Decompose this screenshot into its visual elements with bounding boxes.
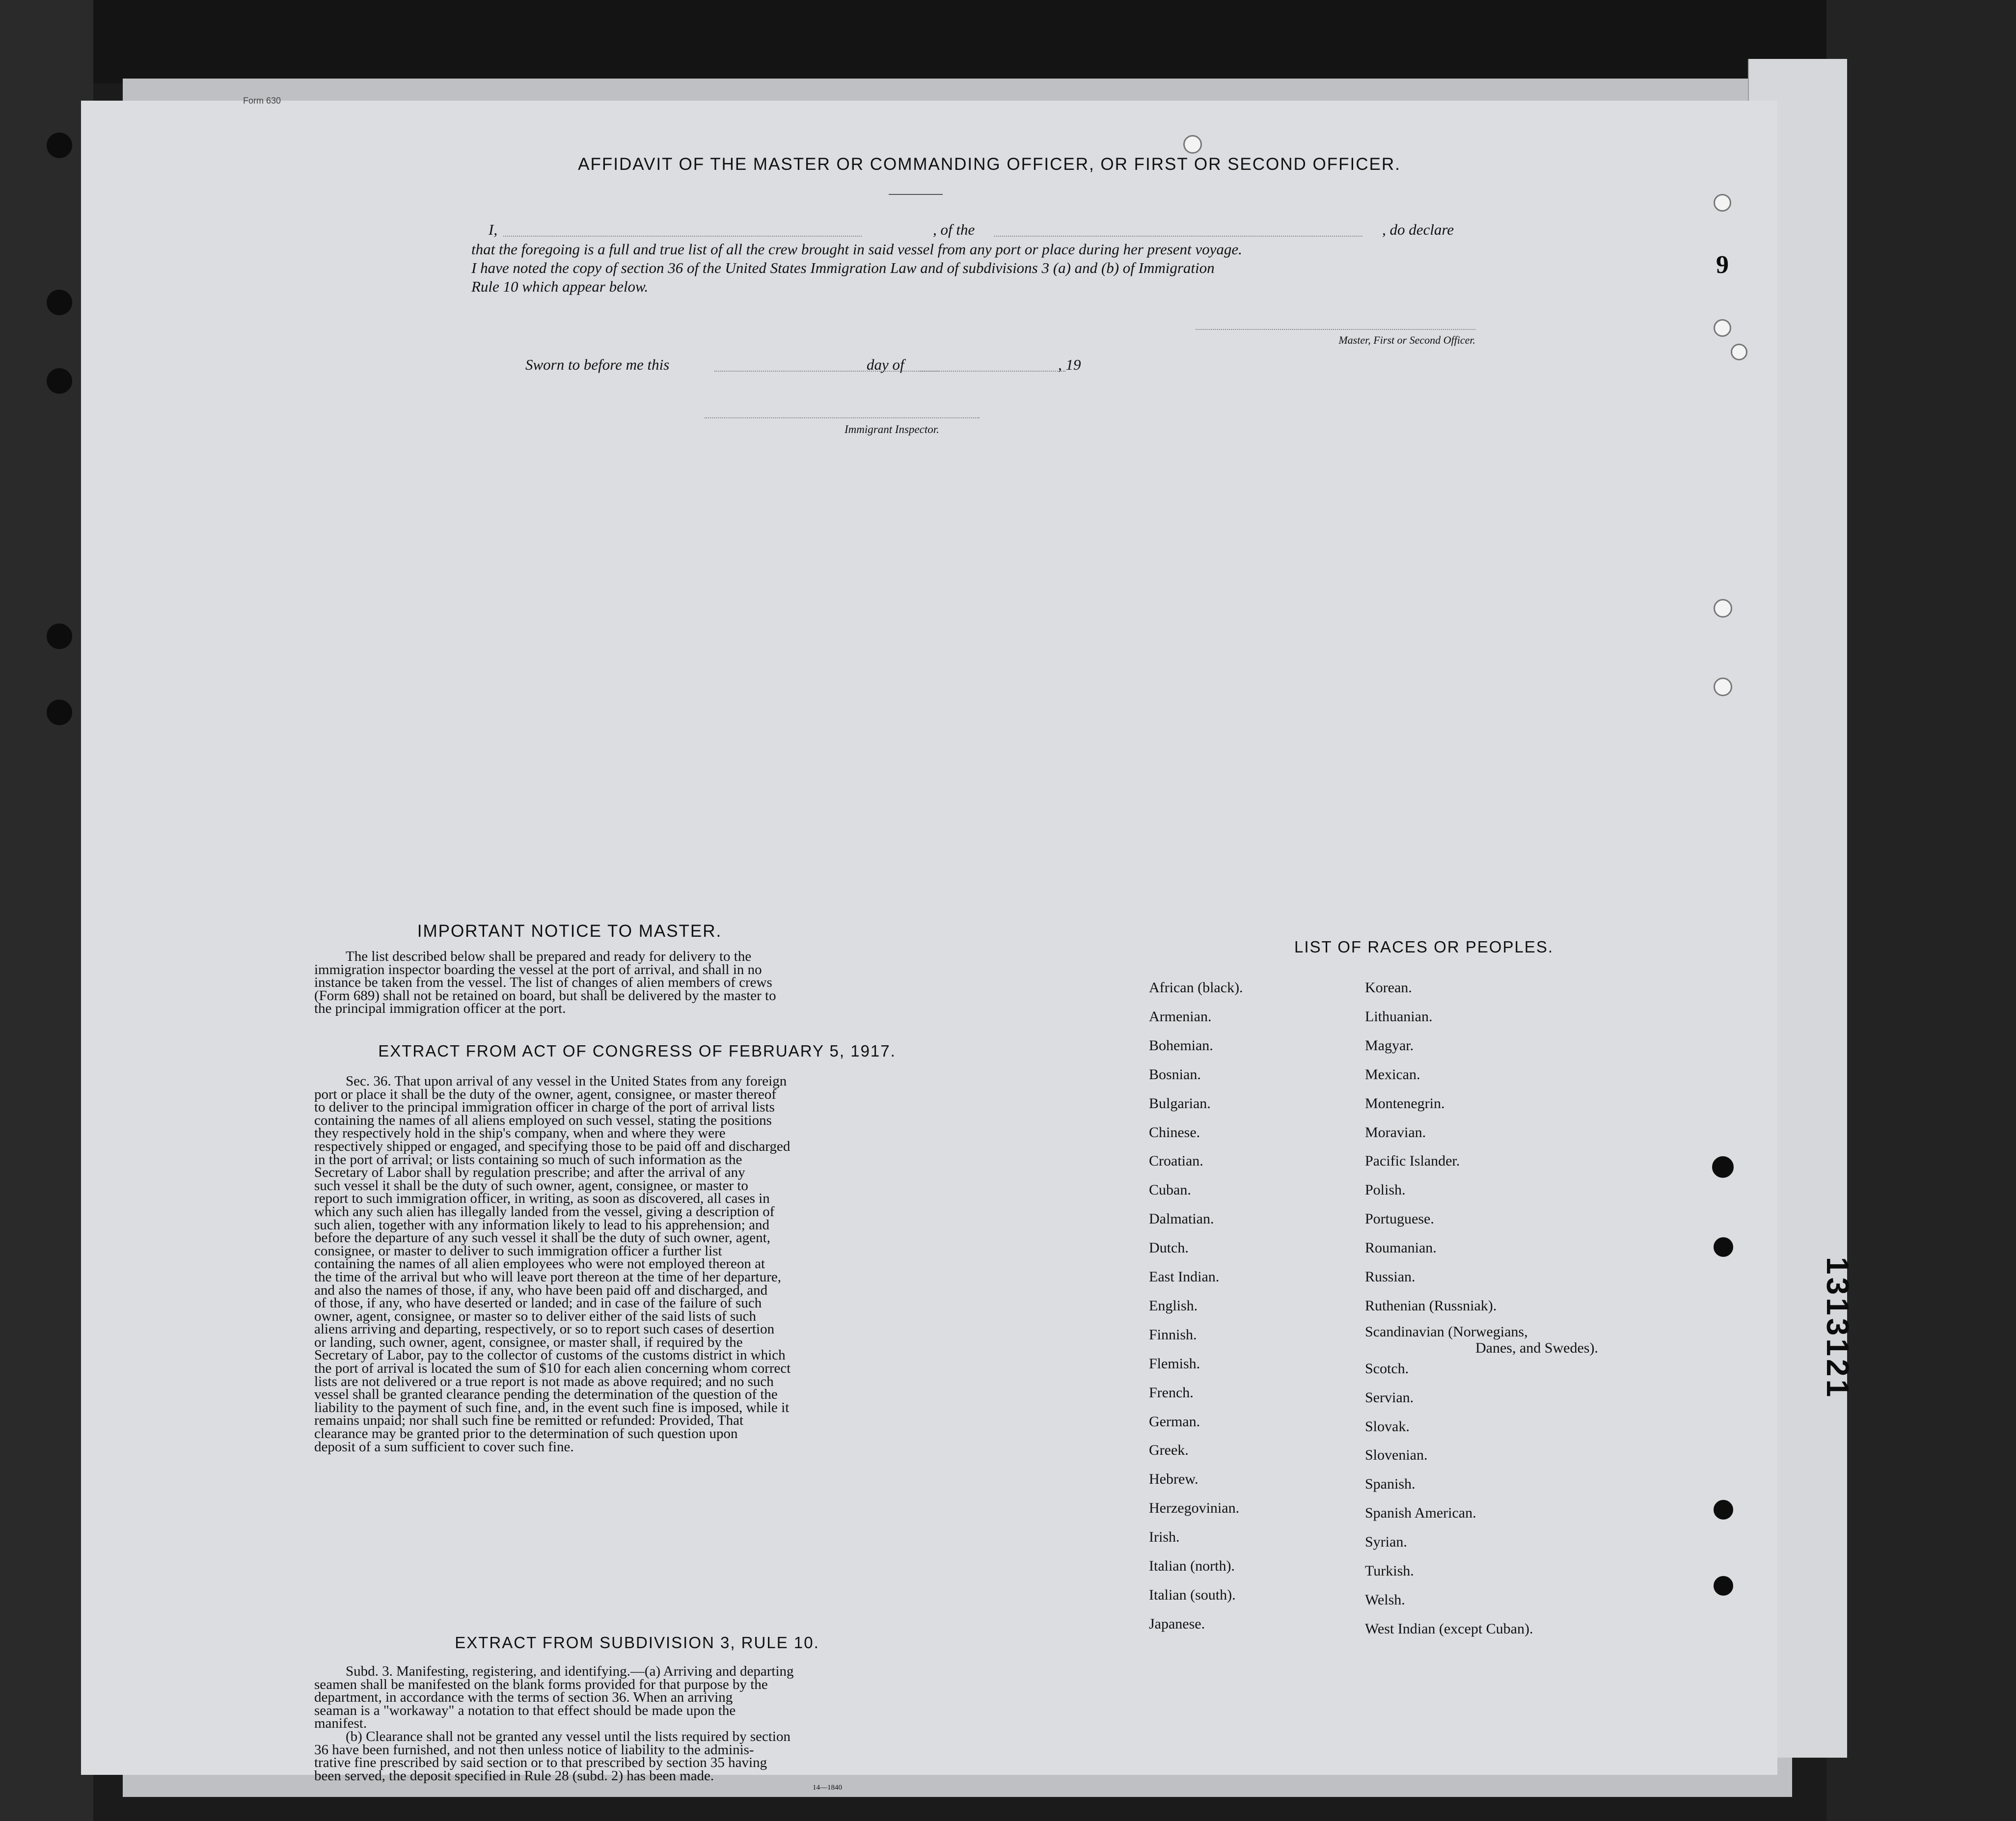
scan-backdrop-right xyxy=(1826,0,2016,1821)
race-item: Croatian. xyxy=(1149,1153,1203,1169)
affidavit-line-3: Rule 10 which appear below. xyxy=(471,278,649,295)
race-item: Ruthenian (Russniak). xyxy=(1365,1297,1497,1314)
punch-hole xyxy=(1183,135,1202,154)
race-item: Magyar. xyxy=(1365,1037,1414,1054)
race-item: Pacific Islander. xyxy=(1365,1153,1460,1169)
race-item: Finnish. xyxy=(1149,1326,1197,1343)
race-item: Moravian. xyxy=(1365,1124,1426,1141)
punch-hole xyxy=(1714,194,1731,212)
act-title: EXTRACT FROM ACT OF CONGRESS OF FEBRUARY 5, 1917. xyxy=(378,1042,896,1060)
race-item: Cuban. xyxy=(1149,1182,1191,1198)
race-item: Scotch. xyxy=(1365,1360,1409,1377)
race-item: Slovenian. xyxy=(1365,1447,1428,1464)
race-item: Dalmatian. xyxy=(1149,1211,1214,1227)
race-item: Polish. xyxy=(1365,1182,1406,1198)
race-item: West Indian (except Cuban). xyxy=(1365,1620,1533,1637)
affidavit-i: I, xyxy=(489,221,498,238)
act-text: Sec. 36. That upon arrival of any vessel in the United States from any foreign port or place it shall be the duty of the owner, agent, consignee, or master thereof to deliver to the principal immigration officer in charge of the port of arrival lists containing the names of all aliens employed on such vessel, stating the positions they respectively hold in the ship's company, when and where they were respectively shipped or engaged, and specifying those to be paid off and discharged in the port of arrival; or lists containing so much of such information as the Secretary of Labor shall by regulation prescribe; and after the arrival of any such vessel it shall be the duty of such owner, agent, consignee, or master to report to such immigration officer, in writing, as soon as discovered, all cases in which any such alien has illegally landed from the vessel, giving a description of such alien, together with any information likely to lead to his apprehension; and before the departure of any such vessel it shall be the duty of such owner, agent, consignee, or master to deliver to such immigration officer a further list containing the names of all alien employees who were not employed thereon at the time of the arrival but who will leave port thereon at the time of her departure, and also the names of those, if any, who have been paid off and discharged, and of those, if any, who have deserted or landed; and in case of the failure of such owner, agent, consignee, or master so to deliver either of the said lists of such aliens arriving and departing, respectively, or so to report such cases of desertion or landing, such owner, agent, consignee, or master shall, if required by the Secretary of Labor, pay to the collector of customs of the customs district in which the port of arrival is located the sum of $10 for each alien concerning whom correct lists are not delivered or a true report is not made as above required; and no such vessel shall be granted clearance pending the determination of the question of the liability to the payment of such fine, and, in the event such fine is imposed, while it remains unpaid; nor shall such fine be remitted or refunded: Provided, That clearance may be granted prior to the determination of such question upon deposit of a sum sufficient to cover such fine. xyxy=(314,1073,791,1455)
form-number: Form 630 xyxy=(243,96,281,106)
races-title: LIST OF RACES OR PEOPLES. xyxy=(1294,938,1554,956)
notice-title: IMPORTANT NOTICE TO MASTER. xyxy=(417,922,722,941)
punch-hole xyxy=(1714,1500,1733,1520)
sworn-month-blank xyxy=(918,371,1065,372)
binding-hole xyxy=(47,624,72,649)
race-item: Turkish. xyxy=(1365,1563,1414,1579)
punch-hole xyxy=(1712,1156,1734,1178)
affidavit-line-2: I have noted the copy of section 36 of the United States Immigration Law and of subdivisions 3 (a) and (b) of Immigration xyxy=(471,259,1215,276)
affidavit-of-the: , of the xyxy=(933,221,975,238)
race-item: English. xyxy=(1149,1297,1198,1314)
race-item: Bosnian. xyxy=(1149,1066,1201,1083)
race-item: Portuguese. xyxy=(1365,1211,1434,1227)
scan-binding-left xyxy=(0,0,93,1821)
scan-backdrop-top xyxy=(0,0,2016,83)
race-item: Mexican. xyxy=(1365,1066,1420,1083)
race-item: Chinese. xyxy=(1149,1124,1200,1141)
race-item: Russian. xyxy=(1365,1269,1416,1285)
page-number: 9 xyxy=(1716,251,1729,279)
race-item: Scandinavian (Norwegians, xyxy=(1365,1323,1528,1340)
sworn-day-blank xyxy=(714,371,940,372)
race-item: Bulgarian. xyxy=(1149,1095,1211,1112)
inspector-signature-line xyxy=(705,417,980,418)
race-item: German. xyxy=(1149,1413,1200,1430)
punch-hole xyxy=(1731,344,1747,360)
race-item: Lithuanian. xyxy=(1365,1008,1433,1025)
race-item: Slovak. xyxy=(1365,1418,1410,1435)
race-item: Greek. xyxy=(1149,1442,1189,1459)
race-item: Italian (north). xyxy=(1149,1558,1235,1574)
race-item: Japanese. xyxy=(1149,1615,1205,1632)
inspector-label: Immigrant Inspector. xyxy=(845,423,939,435)
race-item: East Indian. xyxy=(1149,1269,1220,1285)
race-item: Flemish. xyxy=(1149,1355,1200,1372)
title-rule xyxy=(889,194,943,195)
race-item: Armenian. xyxy=(1149,1008,1212,1025)
race-item: African (black). xyxy=(1149,979,1243,996)
race-item: Italian (south). xyxy=(1149,1586,1236,1603)
binding-hole xyxy=(47,368,72,394)
race-item: Syrian. xyxy=(1365,1534,1407,1550)
sworn-text: Sworn to before me this xyxy=(525,356,670,373)
affidavit-do-declare: , do declare xyxy=(1382,221,1454,238)
race-item: Spanish. xyxy=(1365,1476,1416,1493)
binding-hole xyxy=(47,700,72,725)
vessel-blank xyxy=(994,236,1362,237)
affidavit-title: AFFIDAVIT OF THE MASTER OR COMMANDING OFFICER, OR FIRST OR SECOND OFFICER. xyxy=(578,155,1401,174)
punch-hole xyxy=(1714,599,1732,618)
race-item: Welsh. xyxy=(1365,1591,1405,1608)
race-item: Spanish American. xyxy=(1365,1505,1476,1522)
sworn-day-of: day of xyxy=(867,356,904,373)
document-page xyxy=(81,96,1777,1792)
punch-hole xyxy=(1714,678,1732,696)
race-scandinavian-cont: Danes, and Swedes). xyxy=(1475,1340,1598,1356)
rule-title: EXTRACT FROM SUBDIVISION 3, RULE 10. xyxy=(455,1633,819,1652)
race-item: French. xyxy=(1149,1384,1194,1401)
race-item: Korean. xyxy=(1365,979,1412,996)
race-item: Bohemian. xyxy=(1149,1037,1213,1054)
rule-text: Subd. 3. Manifesting, registering, and identifying.—(a) Arriving and departing seamen shall be manifested on the blank forms provided for that purpose by the department, in accordance with the terms of section 36. When an arriving seaman is a "workaway" a notation to that effect should be made upon the manifest. (b) Clearance shall not be granted any vessel until the lists required by section 36 have been furnished, and not then unless notice of liability to the adminis- trative fine prescribed by said section or to that prescribed by section 35 having been served, the deposit specified in Rule 28 (subd. 2) has been made. xyxy=(314,1663,794,1784)
stamp-number: 1313121 xyxy=(1820,1257,1855,1400)
sworn-year: , 19 xyxy=(1058,356,1081,373)
printer-code: 14—1840 xyxy=(813,1784,842,1792)
race-item: Irish. xyxy=(1149,1529,1180,1546)
race-item: Herzegovinian. xyxy=(1149,1500,1240,1517)
master-signature-label: Master, First or Second Officer. xyxy=(1338,334,1475,346)
notice-text: The list described below shall be prepared and ready for delivery to the immigration inspector boarding the vessel at the port of arrival, and shall in no instance be taken from the vessel. The list of changes of alien members of crews (Form 689) shall not be retained on board, but shall be delivered by the master to the principal immigration officer at the port. xyxy=(314,949,776,1017)
race-item: Servian. xyxy=(1365,1389,1414,1406)
master-signature-line xyxy=(1196,329,1475,330)
race-item: Hebrew. xyxy=(1149,1471,1199,1488)
name-blank xyxy=(503,236,862,237)
race-item: Montenegrin. xyxy=(1365,1095,1445,1112)
race-item: Roumanian. xyxy=(1365,1240,1437,1256)
binding-hole xyxy=(47,133,72,158)
affidavit-line-1: that the foregoing is a full and true list of all the crew brought in said vessel from any port or place during her present voyage. xyxy=(471,241,1242,258)
punch-hole xyxy=(1714,1237,1733,1257)
binding-hole xyxy=(47,290,72,315)
punch-hole xyxy=(1714,319,1731,337)
race-item: Dutch. xyxy=(1149,1240,1189,1256)
punch-hole xyxy=(1714,1576,1733,1596)
